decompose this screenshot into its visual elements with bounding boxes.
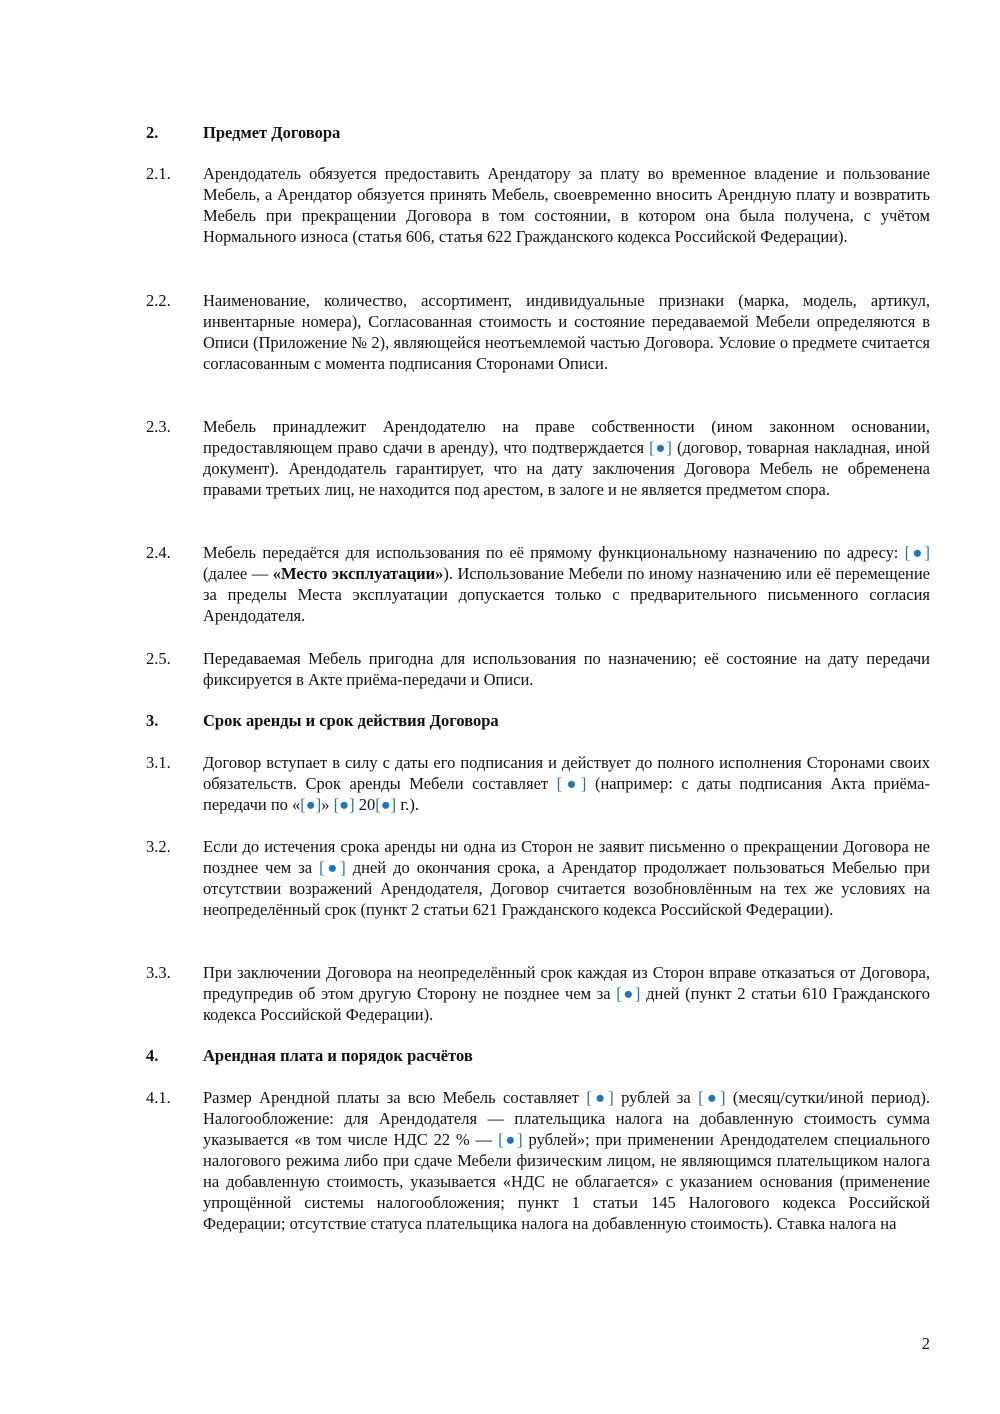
clause (146, 836, 930, 920)
clause-text: Мебель передаётся для использования по её прямому функциональному назначению по адресу: [●] (далее — «Место эксплуатации»). Использование Мебели по иному назначению или её перемещение за пределы Места эксплуатации допускается только с предварительного письменного согласия Арендодателя. (203, 543, 931, 625)
page-number: 2 (921, 1334, 930, 1353)
clause (146, 962, 930, 1025)
clause (146, 752, 930, 815)
clause (146, 290, 930, 374)
clause (146, 648, 930, 690)
clause-text: Арендодатель обязуется предоставить Арендатору за плату во временное владение и пользование Мебель, а Арендатор обязуется принять Мебель, своевременно вносить Арендную плату и возвратить Мебель при прекращении Договора в том состоянии, в котором она была получена, с учётом Нормального износа (статья 606, статья 622 Гражданского кодекса Российской Федерации). (203, 164, 930, 246)
defined-term: «Место эксплуатации» (272, 564, 444, 583)
clause-text: Размер Арендной платы за всю Мебель составляет [●] рублей за [●] (месяц/сутки/иной период). Налогообложение: для Арендодателя — плательщика налога на добавленную стоимость сумма указывается «в том числе НДС 22 % — [●] рублей»; при применении Арендодателем специального налогового режима либо при сдаче Мебели физическим лицом, не являющимся плательщиком налога на добавленную стоимость, указывается «НДС не облагается» с указанием основания (применение упрощённой системы налогообложения; пункт 1 статьи 145 Налогового кодекса Российской Федерации; отсутствие статуса плательщика налога на добавленную стоимость). Ставка налога на (203, 1088, 930, 1233)
placeholder-marker: [●] (586, 1088, 614, 1107)
clause-number: 4.1. (146, 1088, 171, 1107)
placeholder-marker: [●] (333, 795, 355, 814)
clause-number: 2.4. (146, 543, 171, 562)
placeholder-marker: [●] (498, 1130, 523, 1149)
placeholder-marker: [●] (616, 984, 641, 1003)
clause-number: 3.2. (146, 837, 171, 856)
section-title: Арендная плата и порядок расчётов (203, 1046, 473, 1065)
placeholder-marker: [●] (698, 1088, 726, 1107)
placeholder-marker: [●] (556, 774, 587, 793)
clause-number: 3.3. (146, 963, 171, 982)
clause-number: 2.3. (146, 417, 171, 436)
section-number: 4. (146, 1046, 159, 1065)
section-title: Срок аренды и срок действия Договора (203, 711, 499, 730)
section-number: 3. (146, 711, 159, 730)
clause (146, 1087, 930, 1234)
placeholder-marker: [●] (904, 543, 930, 562)
clause-text: Передаваемая Мебель пригодна для использования по назначению; её состояние на дату передачи фиксируется в Акте приёма-передачи и Описи. (203, 649, 930, 689)
placeholder-marker: [●] (319, 858, 346, 877)
clause-number: 2.1. (146, 164, 171, 183)
section-title: Предмет Договора (203, 123, 341, 142)
clause-text: Мебель принадлежит Арендодателю на праве собственности (ином законном основании, предоставляющем право сдачи в аренду), что подтверждается [●] (договор, товарная накладная, иной документ). Арендодатель гарантирует, что на дату заключения Договора Мебель не обременена правами третьих лиц, не находится под арестом, в залоге и не является предметом спора. (203, 417, 930, 499)
clause (146, 416, 930, 500)
clause-number: 3.1. (146, 753, 171, 772)
placeholder-marker: [●] (300, 795, 322, 814)
clause-text: Договор вступает в силу с даты его подписания и действует до полного исполнения Сторонами своих обязательств. Срок аренды Мебели составляет [●] (например: с даты подписания Акта приёма-передачи по «[●]» [●] 20[●] г.). (203, 753, 930, 814)
clause-text: Наименование, количество, ассортимент, индивидуальные признаки (марка, модель, артикул, инвентарные номера), Согласованная стоимость и состояние передаваемой Мебели определяются в Описи (Приложение № 2), являющейся неотъемлемой частью Договора. Условие о предмете считается согласованным с момента подписания Сторонами Описи. (203, 291, 930, 373)
clause (146, 163, 930, 247)
clause-number: 2.5. (146, 649, 171, 668)
clause-number: 2.2. (146, 291, 171, 310)
section-number: 2. (146, 123, 159, 142)
clause (146, 542, 930, 626)
placeholder-marker: [●] (649, 438, 672, 457)
clause-text: Если до истечения срока аренды ни одна из Сторон не заявит письменно о прекращении Договора не позднее чем за [●] дней до окончания срока, а Арендатор продолжает пользоваться Мебелью при отсутствии возражений Арендодателя, Договор считается возобновлённым на тех же условиях на неопределённый срок (пункт 2 статьи 621 Гражданского кодекса Российской Федерации). (203, 837, 931, 919)
placeholder-marker: [●] (375, 795, 397, 814)
clause-text: При заключении Договора на неопределённый срок каждая из Сторон вправе отказаться от Договора, предупредив об этом другую Сторону не позднее чем за [●] дней (пункт 2 статьи 610 Гражданского кодекса Российской Федерации). (203, 963, 930, 1024)
